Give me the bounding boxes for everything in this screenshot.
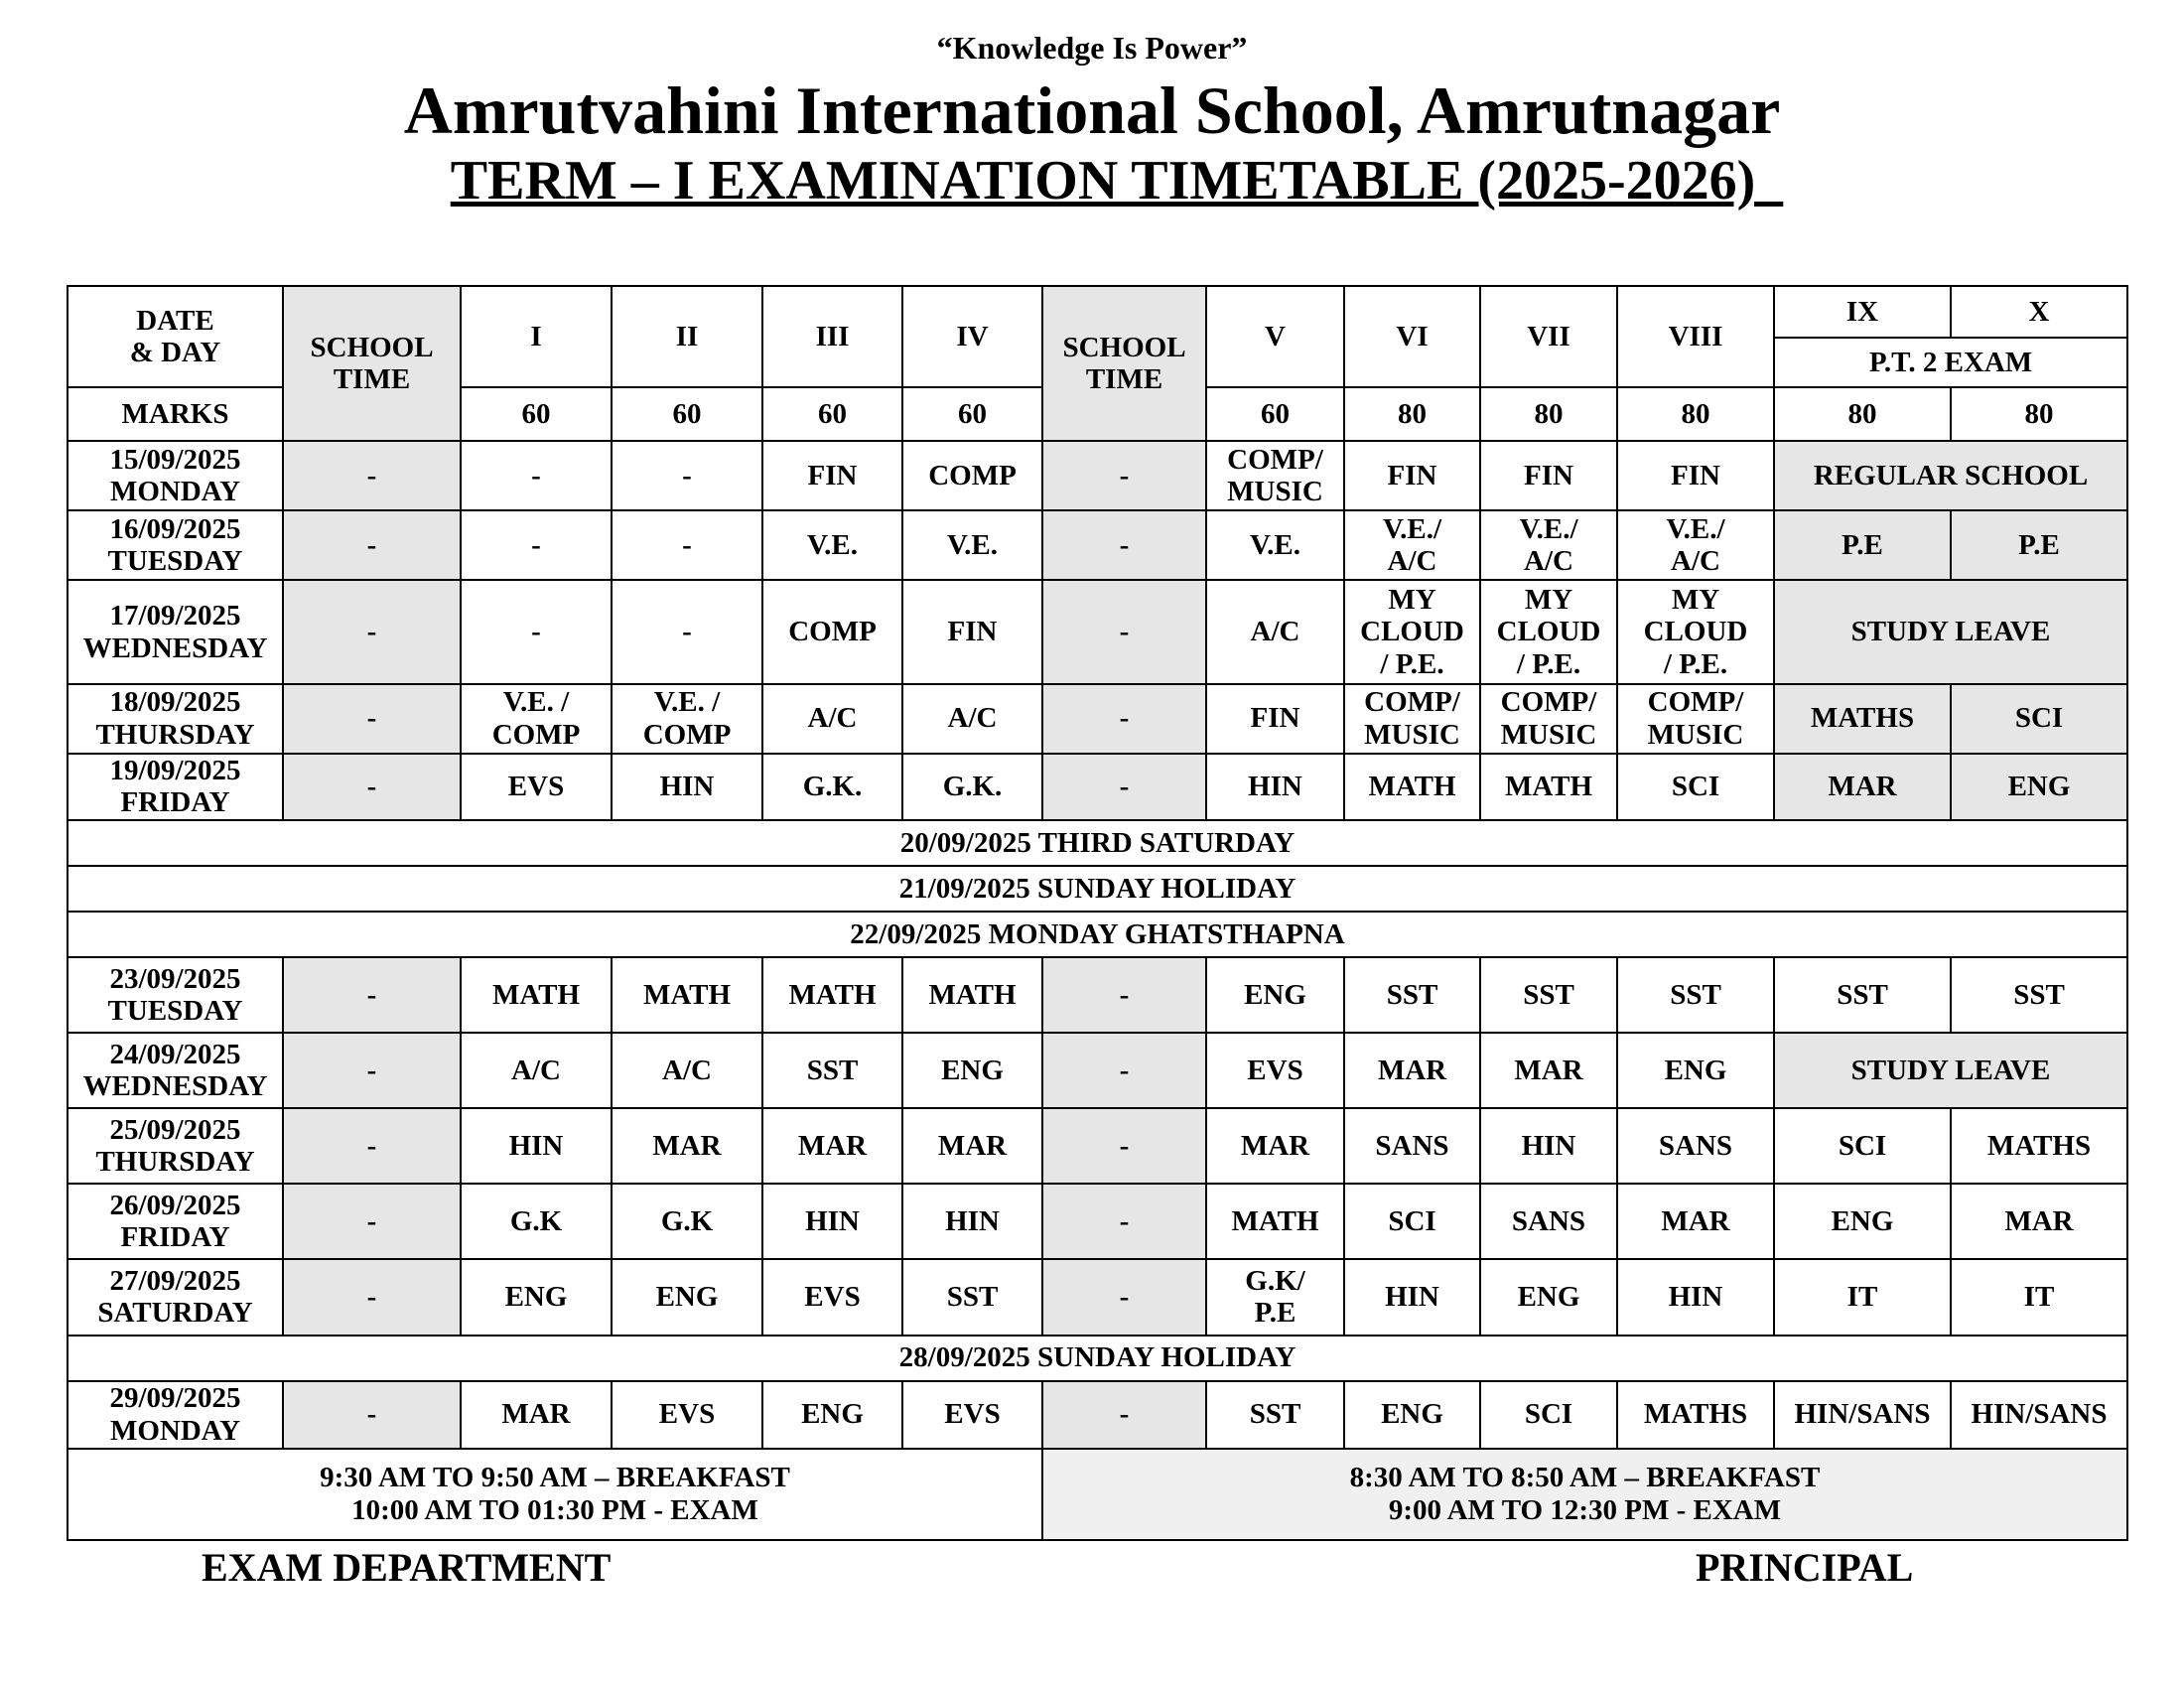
class-header: III bbox=[762, 286, 902, 387]
subject-cell: SCI bbox=[1951, 684, 2127, 754]
subject-cell: FIN bbox=[1206, 684, 1344, 754]
subject-cell: FIN bbox=[1344, 441, 1480, 510]
subject-cell: P.E bbox=[1951, 510, 2127, 580]
date-day-cell: 23/09/2025 TUESDAY bbox=[68, 957, 283, 1033]
subject-cell: A/C bbox=[902, 684, 1042, 754]
school-time-cell: - bbox=[1042, 1033, 1206, 1108]
subject-cell: HIN bbox=[1617, 1259, 1774, 1335]
marks-cell: 80 bbox=[1951, 387, 2127, 441]
subject-cell: FIN bbox=[1480, 441, 1617, 510]
subject-cell: MATHS bbox=[1951, 1108, 2127, 1184]
subject-cell: G.K/ P.E bbox=[1206, 1259, 1344, 1335]
subject-cell: MY CLOUD / P.E. bbox=[1480, 580, 1617, 683]
subject-cell: COMP/ MUSIC bbox=[1344, 684, 1480, 754]
subject-cell: HIN bbox=[1206, 754, 1344, 820]
subject-cell: HIN/SANS bbox=[1951, 1381, 2127, 1449]
subject-cell: MATH bbox=[1206, 1184, 1344, 1259]
class-header: II bbox=[612, 286, 762, 387]
subject-cell: COMP bbox=[762, 580, 902, 683]
holiday-banner: 28/09/2025 SUNDAY HOLIDAY bbox=[68, 1336, 2127, 1381]
subject-cell: MAR bbox=[1774, 754, 1951, 820]
subject-cell: HIN bbox=[1344, 1259, 1480, 1335]
date-day-cell: 25/09/2025 THURSDAY bbox=[68, 1108, 283, 1184]
subject-cell: MATH bbox=[612, 957, 762, 1033]
subject-cell: ENG bbox=[902, 1033, 1042, 1108]
subject-cell: G.K bbox=[612, 1184, 762, 1259]
subject-cell: MY CLOUD / P.E. bbox=[1617, 580, 1774, 683]
subject-cell: IT bbox=[1951, 1259, 2127, 1335]
school-time-cell: - bbox=[283, 1381, 461, 1449]
subject-cell: ENG bbox=[1617, 1033, 1774, 1108]
marks-cell: 80 bbox=[1480, 387, 1617, 441]
subject-cell: HIN bbox=[1480, 1108, 1617, 1184]
marks-cell: 80 bbox=[1617, 387, 1774, 441]
subject-cell: EVS bbox=[1206, 1033, 1344, 1108]
subject-cell: ENG bbox=[1206, 957, 1344, 1033]
timing-secondary: 8:30 AM TO 8:50 AM – BREAKFAST 9:00 AM TO 12:30 PM - EXAM bbox=[1042, 1449, 2127, 1540]
subject-cell: COMP bbox=[902, 441, 1042, 510]
subject-cell: COMP/ MUSIC bbox=[1617, 684, 1774, 754]
subject-cell: SST bbox=[1206, 1381, 1344, 1449]
subject-cell: HIN bbox=[461, 1108, 612, 1184]
subject-cell: - bbox=[612, 441, 762, 510]
subject-cell: V.E. bbox=[762, 510, 902, 580]
class-header: VIII bbox=[1617, 286, 1774, 387]
subject-cell: ENG bbox=[1951, 754, 2127, 820]
subject-cell: MAR bbox=[762, 1108, 902, 1184]
school-time-cell: - bbox=[1042, 441, 1206, 510]
subject-cell: ENG bbox=[1480, 1259, 1617, 1335]
class-header: IX bbox=[1774, 286, 1951, 338]
subject-cell: V.E. bbox=[1206, 510, 1344, 580]
subject-cell: MY CLOUD / P.E. bbox=[1344, 580, 1480, 683]
subject-cell: MAR bbox=[612, 1108, 762, 1184]
subject-cell: MATH bbox=[902, 957, 1042, 1033]
date-day-header: DATE & DAY bbox=[68, 286, 283, 387]
holiday-banner: 22/09/2025 MONDAY GHATSTHAPNA bbox=[68, 912, 2127, 957]
date-day-cell: 18/09/2025 THURSDAY bbox=[68, 684, 283, 754]
subject-cell: SST bbox=[1774, 957, 1951, 1033]
subject-cell: SANS bbox=[1480, 1184, 1617, 1259]
subject-cell: V.E./ A/C bbox=[1344, 510, 1480, 580]
school-time-cell: - bbox=[1042, 754, 1206, 820]
marks-cell: 80 bbox=[1344, 387, 1480, 441]
school-time-cell: - bbox=[283, 1184, 461, 1259]
subject-cell: ENG bbox=[1344, 1381, 1480, 1449]
school-time-cell: - bbox=[283, 754, 461, 820]
subject-cell: ENG bbox=[461, 1259, 612, 1335]
school-time-cell: - bbox=[1042, 1259, 1206, 1335]
school-time-cell: - bbox=[283, 957, 461, 1033]
subject-cell: ENG bbox=[612, 1259, 762, 1335]
subject-cell: HIN/SANS bbox=[1774, 1381, 1951, 1449]
subject-cell: - bbox=[461, 580, 612, 683]
subject-cell: SST bbox=[1617, 957, 1774, 1033]
subject-cell: SANS bbox=[1344, 1108, 1480, 1184]
marks-cell: 60 bbox=[461, 387, 612, 441]
school-time-cell: - bbox=[283, 510, 461, 580]
subject-cell: FIN bbox=[902, 580, 1042, 683]
timing-primary: 9:30 AM TO 9:50 AM – BREAKFAST 10:00 AM TO 01:30 PM - EXAM bbox=[68, 1449, 1042, 1540]
subject-cell: SST bbox=[1951, 957, 2127, 1033]
school-time-cell: - bbox=[1042, 957, 1206, 1033]
marks-cell: 60 bbox=[612, 387, 762, 441]
class-header: I bbox=[461, 286, 612, 387]
subject-cell: V.E. bbox=[902, 510, 1042, 580]
subject-cell: MATH bbox=[1344, 754, 1480, 820]
subject-cell: V.E. / COMP bbox=[461, 684, 612, 754]
subject-cell: MAR bbox=[1206, 1108, 1344, 1184]
class-header: X bbox=[1951, 286, 2127, 338]
subject-cell: MAR bbox=[461, 1381, 612, 1449]
subject-cell: - bbox=[612, 580, 762, 683]
school-time-header: SCHOOL TIME bbox=[283, 286, 461, 441]
principal-signature: PRINCIPAL bbox=[1696, 1545, 1914, 1590]
marks-label: MARKS bbox=[68, 387, 283, 441]
subject-cell: G.K bbox=[461, 1184, 612, 1259]
school-time-cell: - bbox=[283, 1033, 461, 1108]
subject-cell: FIN bbox=[1617, 441, 1774, 510]
subject-cell: SST bbox=[1480, 957, 1617, 1033]
school-time-cell: - bbox=[1042, 684, 1206, 754]
subject-cell: COMP/ MUSIC bbox=[1480, 684, 1617, 754]
subject-cell: MATHS bbox=[1774, 684, 1951, 754]
subject-cell: COMP/ MUSIC bbox=[1206, 441, 1344, 510]
subject-cell: MAR bbox=[1480, 1033, 1617, 1108]
subject-cell: A/C bbox=[612, 1033, 762, 1108]
subject-cell: MATH bbox=[762, 957, 902, 1033]
school-time-header: SCHOOL TIME bbox=[1042, 286, 1206, 441]
subject-cell: EVS bbox=[461, 754, 612, 820]
subject-cell: FIN bbox=[762, 441, 902, 510]
subject-cell: STUDY LEAVE bbox=[1774, 1033, 2127, 1108]
subject-cell: P.E bbox=[1774, 510, 1951, 580]
school-time-cell: - bbox=[1042, 580, 1206, 683]
school-time-cell: - bbox=[1042, 1184, 1206, 1259]
subject-cell: A/C bbox=[461, 1033, 612, 1108]
date-day-cell: 17/09/2025 WEDNESDAY bbox=[68, 580, 283, 683]
subject-cell: REGULAR SCHOOL bbox=[1774, 441, 2127, 510]
pt2-exam-header: P.T. 2 EXAM bbox=[1774, 338, 2127, 387]
date-day-cell: 24/09/2025 WEDNESDAY bbox=[68, 1033, 283, 1108]
subject-cell: HIN bbox=[902, 1184, 1042, 1259]
school-time-cell: - bbox=[1042, 510, 1206, 580]
subject-cell: V.E./ A/C bbox=[1480, 510, 1617, 580]
school-time-cell: - bbox=[283, 684, 461, 754]
date-day-cell: 26/09/2025 FRIDAY bbox=[68, 1184, 283, 1259]
subject-cell: ENG bbox=[1774, 1184, 1951, 1259]
subject-cell: MAR bbox=[1617, 1184, 1774, 1259]
subject-cell: MATHS bbox=[1617, 1381, 1774, 1449]
marks-cell: 80 bbox=[1774, 387, 1951, 441]
school-name: Amrutvahini International School, Amrutnagar bbox=[403, 72, 1781, 148]
subject-cell: SCI bbox=[1774, 1108, 1951, 1184]
subject-cell: MAR bbox=[1344, 1033, 1480, 1108]
subject-cell: G.K. bbox=[762, 754, 902, 820]
date-day-cell: 29/09/2025 MONDAY bbox=[68, 1381, 283, 1449]
date-day-cell: 16/09/2025 TUESDAY bbox=[68, 510, 283, 580]
subject-cell: EVS bbox=[902, 1381, 1042, 1449]
holiday-banner: 20/09/2025 THIRD SATURDAY bbox=[68, 820, 2127, 866]
subject-cell: MATH bbox=[1480, 754, 1617, 820]
exam-department-signature: EXAM DEPARTMENT bbox=[202, 1545, 612, 1590]
class-header: VII bbox=[1480, 286, 1617, 387]
subject-cell: SANS bbox=[1617, 1108, 1774, 1184]
marks-cell: 60 bbox=[902, 387, 1042, 441]
subject-cell: V.E./ A/C bbox=[1617, 510, 1774, 580]
school-motto: “Knowledge Is Power” bbox=[936, 30, 1248, 66]
school-time-cell: - bbox=[283, 580, 461, 683]
exam-timetable bbox=[67, 285, 2128, 1541]
date-day-cell: 27/09/2025 SATURDAY bbox=[68, 1259, 283, 1335]
subject-cell: A/C bbox=[1206, 580, 1344, 683]
school-time-cell: - bbox=[283, 1259, 461, 1335]
subject-cell: MAR bbox=[902, 1108, 1042, 1184]
school-time-cell: - bbox=[283, 1108, 461, 1184]
subject-cell: SCI bbox=[1480, 1381, 1617, 1449]
marks-cell: 60 bbox=[1206, 387, 1344, 441]
subject-cell: SCI bbox=[1617, 754, 1774, 820]
subject-cell: V.E. / COMP bbox=[612, 684, 762, 754]
subject-cell: SCI bbox=[1344, 1184, 1480, 1259]
subject-cell: MAR bbox=[1951, 1184, 2127, 1259]
subject-cell: HIN bbox=[612, 754, 762, 820]
subject-cell: SST bbox=[762, 1033, 902, 1108]
class-header: IV bbox=[902, 286, 1042, 387]
subject-cell: SST bbox=[902, 1259, 1042, 1335]
subject-cell: A/C bbox=[762, 684, 902, 754]
subject-cell: IT bbox=[1774, 1259, 1951, 1335]
subject-cell: - bbox=[461, 441, 612, 510]
subject-cell: SST bbox=[1344, 957, 1480, 1033]
school-time-cell: - bbox=[1042, 1108, 1206, 1184]
subject-cell: EVS bbox=[612, 1381, 762, 1449]
holiday-banner: 21/09/2025 SUNDAY HOLIDAY bbox=[68, 866, 2127, 912]
subject-cell: - bbox=[612, 510, 762, 580]
timetable-title: TERM – I EXAMINATION TIMETABLE (2025-2026) bbox=[450, 150, 1784, 211]
subject-cell: STUDY LEAVE bbox=[1774, 580, 2127, 683]
class-header: VI bbox=[1344, 286, 1480, 387]
subject-cell: EVS bbox=[762, 1259, 902, 1335]
subject-cell: G.K. bbox=[902, 754, 1042, 820]
marks-cell: 60 bbox=[762, 387, 902, 441]
school-time-cell: - bbox=[1042, 1381, 1206, 1449]
subject-cell: MATH bbox=[461, 957, 612, 1033]
date-day-cell: 15/09/2025 MONDAY bbox=[68, 441, 283, 510]
subject-cell: HIN bbox=[762, 1184, 902, 1259]
date-day-cell: 19/09/2025 FRIDAY bbox=[68, 754, 283, 820]
subject-cell: - bbox=[461, 510, 612, 580]
subject-cell: ENG bbox=[762, 1381, 902, 1449]
school-time-cell: - bbox=[283, 441, 461, 510]
class-header: V bbox=[1206, 286, 1344, 387]
